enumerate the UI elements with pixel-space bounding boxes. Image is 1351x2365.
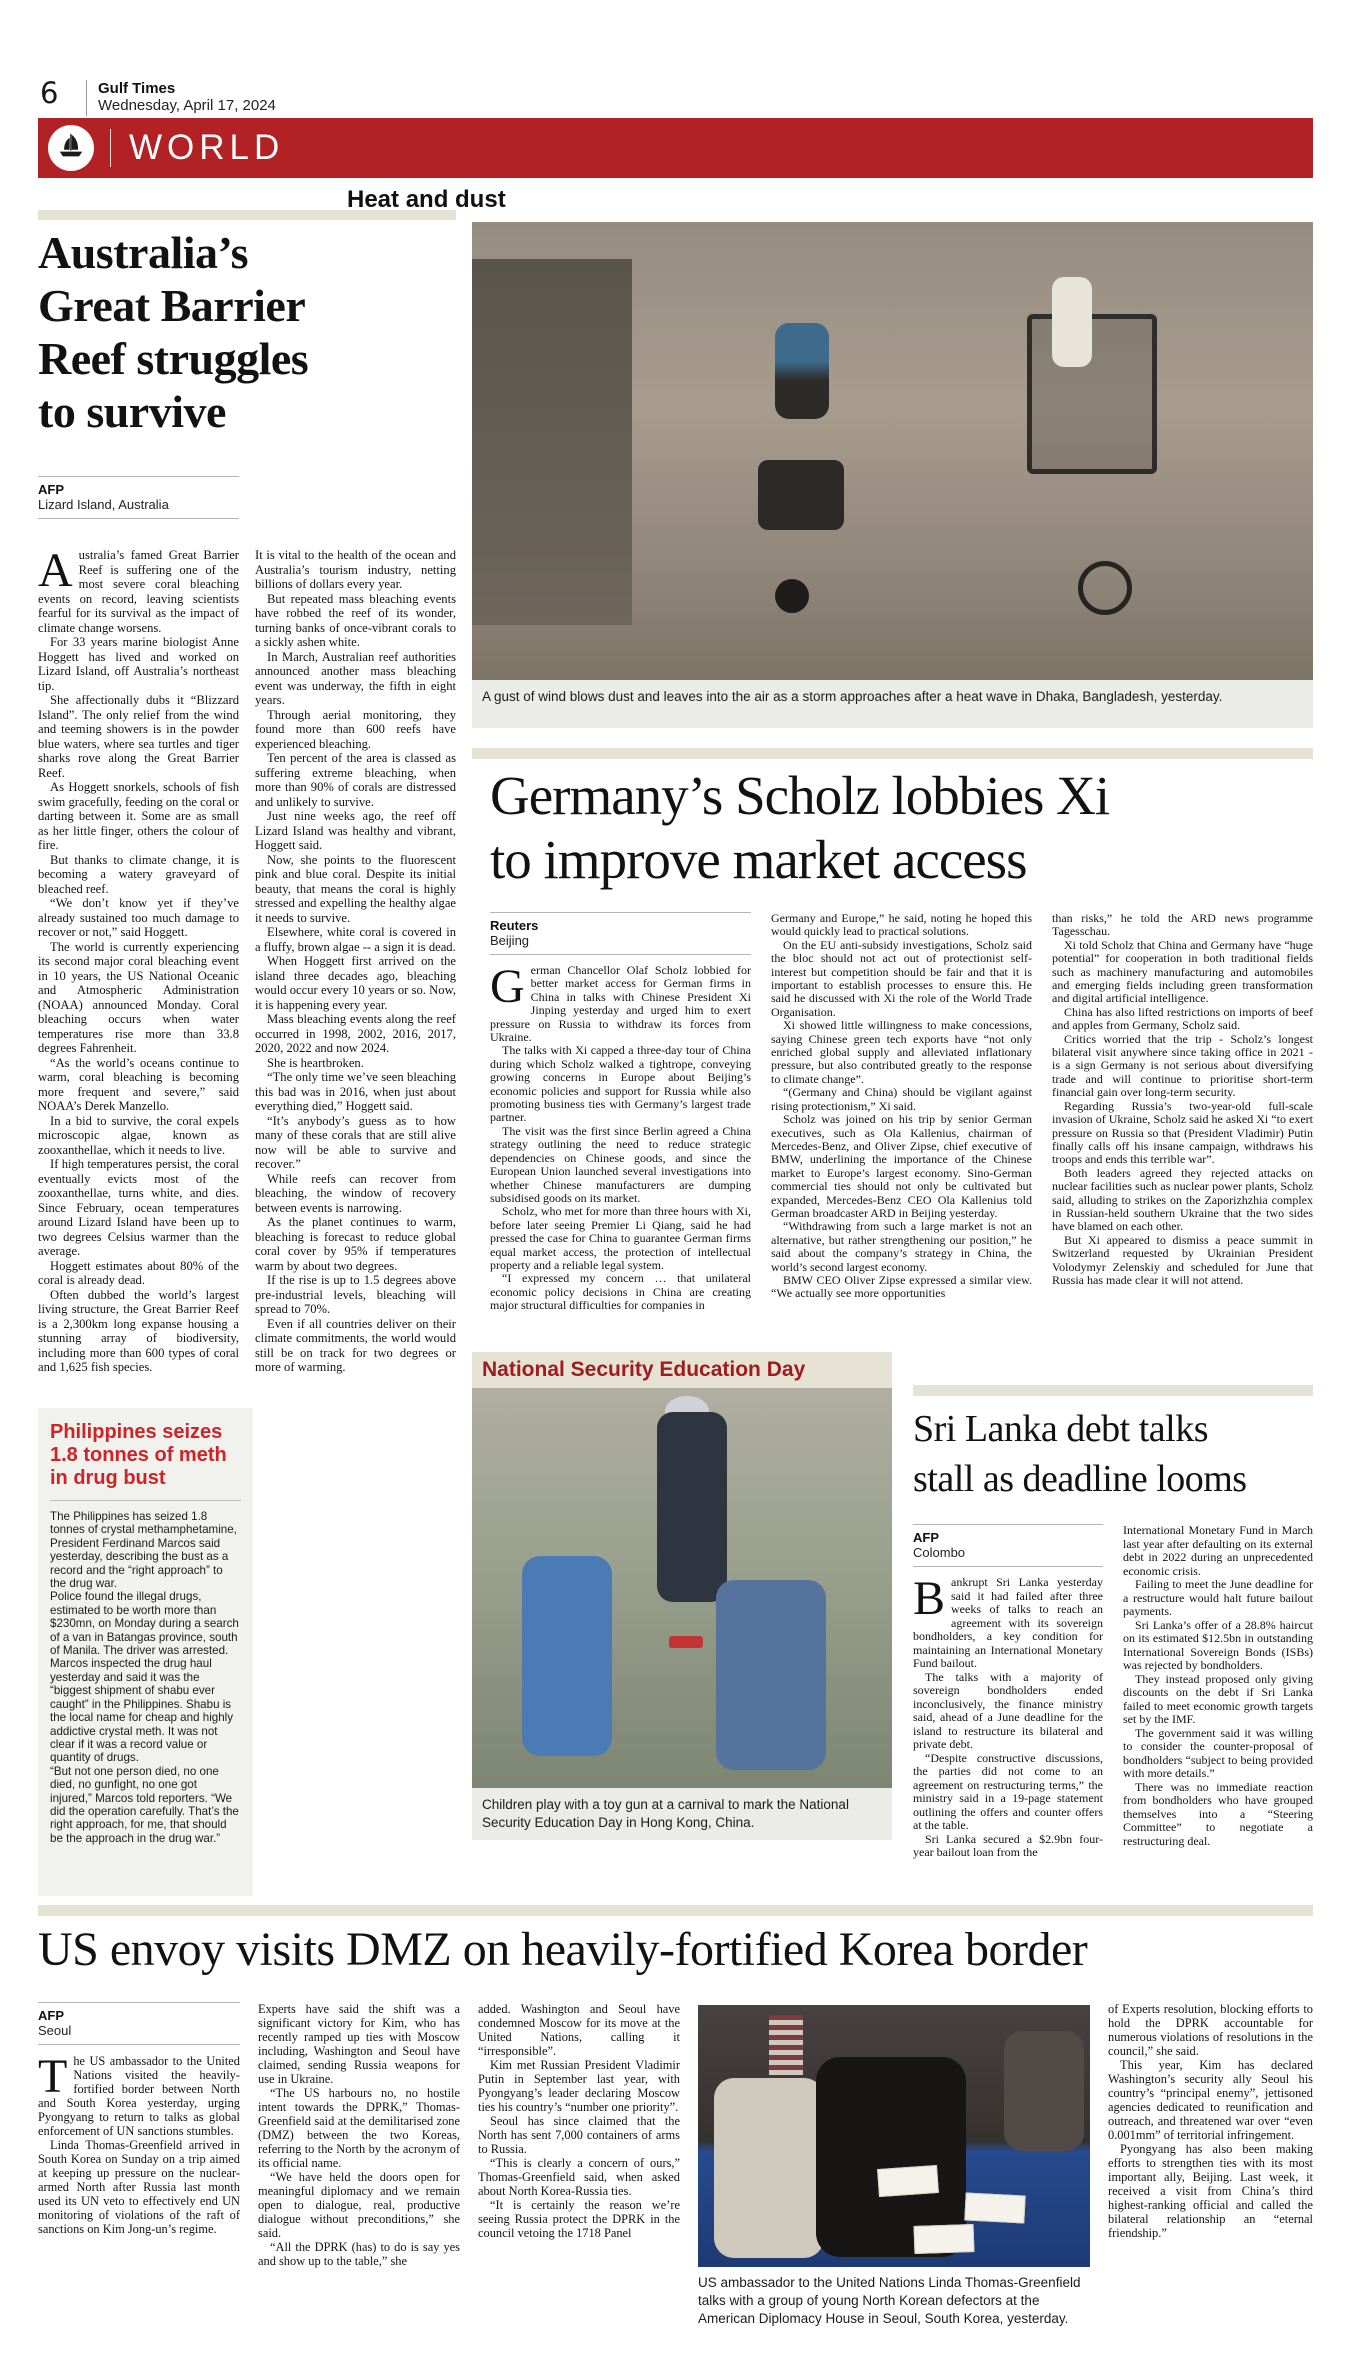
photo-wheel-shape: [775, 579, 809, 613]
sri-lanka-column-2: International Monetary Fund in March last year after defaulting on its external debt in 2022 during an unprecedented economic crisis. Failing to meet the June deadline for a restructure would halt future bailout payments. Sri Lanka’s offer of a 28.8% haircut on its estimated $12.5bn in outstanding International Sovereign Bonds (ISBs) was rejected by bondholders. They instead proposed only giving discounts on the debt if Sri Lanka failed to meet economic growth targets set by the IMF. The government said it was willing to consider the counter-proposal of bondholders “subject to being provided with more details.” There was no immediate reaction from bondholders who have grouped themselves into a “Steering Committee” to negotiate a restructuring deal.: [1123, 1524, 1313, 1848]
sri-lanka-top-bar: [913, 1385, 1313, 1396]
heat-dust-caption: A gust of wind blows dust and leaves into the air as a storm approaches after a heat wave in Dhaka, Bangladesh, yesterday.: [482, 689, 1223, 704]
heat-dust-photo: [472, 222, 1313, 680]
section-title: WORLD: [129, 128, 285, 167]
sri-lanka-byline: [913, 1524, 1103, 1567]
photo-name-card-shape: [964, 2192, 1025, 2223]
sri-lanka-body: [913, 1524, 1313, 1890]
nsed-caption: Children play with a toy gun at a carnival to mark the National Security Education Day in Hong Kong, China.: [472, 1788, 892, 1840]
us-envoy-column-4: of Experts resolution, blocking efforts to hold the DPRK accountable for numerous violations of resolutions in the council,” she said. This year, Kim has declared Washington’s security ally Seoul his country’s “principal enemy”, jettisoned agencies dedicated to reunification and outreach, and threatened war over “even 0.001mm” of territorial infringement. Pyongyang has also been making efforts to strengthen ties with its most important ally, Beijing. Last week, it received a visit from China’s third highest-ranking official and called the bilateral relationship an “eternal friendship.”: [1108, 2002, 1313, 2240]
dhow-ship-icon: [56, 131, 86, 166]
byline-location: Seoul: [38, 2023, 72, 2038]
scholz-byline: [490, 912, 751, 955]
philippines-box-rule: [50, 1500, 241, 1501]
byline-agency: AFP: [913, 1530, 939, 1545]
australia-body: [38, 548, 456, 1400]
us-envoy-photo: [698, 2005, 1090, 2267]
byline-agency: AFP: [38, 2008, 64, 2023]
heat-dust-panel: [472, 222, 1313, 728]
nsed-title-strip: [472, 1352, 892, 1388]
philippines-box-body: The Philippines has seized 1.8 tonnes of crystal methamphetamine, President Ferdinand Marcos said yesterday, describing the bust as a record and the “right approach” to the drug war. Police found the illegal drugs, estimated to be worth more than $230mn, on Monday during a search of a van in Batangas province, south of Manila. The driver was arrested. Marcos inspected the drug haul yesterday and said it was the “biggest shipment of shabu ever caught” in the Philippines. Shabu is the local name for cheap and highly addictive crystal meth. It was not clear if it was a record value or quantity of drugs. “But not one person died, no one died, no gunfight, no one got injured,” Marcos told reporters. “We did the operation carefully. That’s the right approach, for me, that should be the approach in the drug war.”: [50, 1510, 239, 1845]
photo-wall-shape: [472, 259, 632, 625]
scholz-column-2: Germany and Europe,” he said, noting he hoped this would quickly lead to practical solutions. On the EU anti-subsidy investigations, Scholz said the bloc should not act out of protectionist self-interest but competition should be fair and that it is important to establish processes to ensure this. He said he discussed with Xi the role of the World Trade Organisation. Xi showed little willingness to make concessions, saying Chinese green tech exports have “not only enriched global supply and alleviated inflationary pressure, but also contributed greatly to the response to climate change”. “(Germany and China) should be vigilant against rising protectionism,” Xi said. Scholz was joined on his trip by senior German executives, such as Ola Kallenius, chairman of Mercedes-Benz, and Oliver Zipse, chief executive of BMW, underlining the importance of the Chinese market to Europe’s largest economy. Sino-German commercial ties should not only be cultivated but expanded, Mercedes-Benz CEO Ola Kallenius told German broadcaster ARD in Beijing yesterday. “Withdrawing from such a large market is not an alternative, but rather strengthening our position,” he said about the company’s strategy in China, the world’s second largest economy. BMW CEO Oliver Zipse expressed a similar view. “We actually see more opportunities: [771, 912, 1032, 1301]
australia-byline: [38, 476, 239, 519]
nsed-title: National Security Education Day: [482, 1358, 806, 1381]
us-envoy-column-1: [38, 2002, 240, 2358]
us-envoy-column-1-text: The US ambassador to the United Nations visited the heavily-fortified border between North and South Korea yesterday, urging Pyongyang to return to talks as global enforcement of UN sanctions stumbles. Linda Thomas-Greenfield arrived in South Korea on Sunday on a trip aimed at keeping up pressure on the nuclear-armed North after Russia last month used its UN veto to effectively end UN monitoring of violations of the raft of sanctions on Kim Jong-un’s regime.: [38, 2050, 240, 2236]
byline-agency: Reuters: [490, 918, 539, 933]
photo-rickshaw-wheel-shape: [1078, 561, 1132, 615]
byline-agency: AFP: [38, 482, 64, 497]
scholz-top-bar: [472, 748, 1313, 759]
heat-dust-title: Heat and dust: [347, 186, 506, 213]
photo-name-card-shape: [913, 2224, 974, 2254]
australia-column-2: It is vital to the health of the ocean and Australia’s tourism industry, netting billions of dollars every year. But repeated mass bleaching events have robbed the reef of its wonder, turning banks of once-vibrant corals to a sickly ashen white. In March, Australian reef authorities announced another mass bleaching event was underway, the fifth in eight years. Through aerial monitoring, they found more than 600 reefs have experienced bleaching. Ten percent of the area is classed as suffering extreme bleaching, when more than 90% of corals are distressed and unlikely to survive. Just nine weeks ago, the reef off Lizard Island was healthy and vibrant, Hoggett said. Now, she points to the fluorescent pink and blue coral. Despite its initial beauty, that means the coral is highly stressed and expelling the healthy algae it needs to survive. Elsewhere, white coral is covered in a fluffy, brown algae -- a sign it is dead. When Hoggett first arrived on the island three decades ago, bleaching would occur every 10 years or so. Now, it is happening every year. Mass bleaching events along the reef occurred in 1998, 2002, 2016, 2017, 2020, 2022 and now 2024. She is heartbroken. “The only time we’ve seen bleaching this bad was in 2016, when just about everything died,” Hoggett said. “It’s anybody’s guess as to how many of these corals that are still alive now will be able to survive and recover.” While reefs can recover from bleaching, the window of recovery between events is narrowing. As the planet continues to warm, bleaching is forecast to reduce global coral cover by 95% if temperatures warm by about two degrees. If the rise is up to 1.5 degrees above pre-industrial levels, bleaching will spread to 70%. Even if all countries deliver on their climate commitments, the world would still be on track for two degrees or more of warming.: [255, 548, 456, 1374]
photo-police-officer-shape: [657, 1412, 727, 1602]
scholz-column-3: than risks,” he told the ARD news programme Tagesschau. Xi told Scholz that China and Germany have “huge potential” for cooperation in both traditional fields such as machinery manufacturing and automobiles and emerging fields including green transformation and digital artificial intelligence. China has also lifted restrictions on imports of beef and apples from Germany, Scholz said. Critics worried that the trip - Scholz’s longest bilateral visit anywhere since taking office in 2021 - is a sign Germany is not serious about diversifying trade and will continue to prioritise short-term financial gain over long-term security. Regarding Russia’s two-year-old full-scale invasion of Ukraine, Scholz said he asked Xi “to exert pressure on Russia so that (President Vladimir) Putin finally calls off his insane campaign, withdraws his troops and ends this terrible war”. Both leaders agreed they rejected attacks on nuclear facilities such as nuclear power plants, Scholz said, alluding to strikes on the Zaporizhzhia complex in Russian-held southern Ukraine that the two sides have blamed on each other. But Xi appeared to dismiss a peace summit in Switzerland requested by Ukrainian President Volodymyr Zelenskiy and scheduled for June that Russia has made clear it will not attend.: [1052, 912, 1313, 1287]
australia-headline: Australia’s Great Barrier Reef struggles to survive: [38, 227, 309, 437]
photo-child-shape: [522, 1556, 612, 1756]
byline-location: Lizard Island, Australia: [38, 497, 169, 512]
byline-location: Colombo: [913, 1545, 966, 1560]
us-envoy-column-2: Experts have said the shift was a significant victory for Kim, who has recently ramped up ties with Moscow including, Washington and Seoul have claimed, sending Russia weapons for use in Ukraine. “The US harbours no, no hostile intent towards the DPRK,” Thomas-Greenfield said at the demilitarised zone (DMZ) between the two Koreas, referring to the North by the acronym of its official name. “We have held the doors open for meaningful diplomacy and we remain open to dialogue, real, productive dialogue without preconditions,” she said. “All the DPRK (has) to do is say yes and show up to the table,” she: [258, 2002, 460, 2268]
photo-toy-gun-shape: [669, 1636, 703, 1648]
nsed-block: [472, 1352, 892, 1840]
australia-column-1: Australia’s famed Great Barrier Reef is suffering one of the most severe coral bleaching events on record, leaving scientists fearful for its survival as the impact of climate change worsens. For 33 years marine biologist Anne Hoggett has lived and worked on Lizard Island, off Australia’s northeast tip. She affectionally dubs it “Blizzard Island”. The only relief from the wind and teeming showers is in the powder blue waters, where sea turtles and tiger sharks rove along the Great Barrier Reef. As Hoggett snorkels, schools of fish swim gracefully, feeding on the coral or darting between it. Some are as small as her little finger, others the colour of fire. But thanks to climate change, it is becoming a watery graveyard of bleached reef. “We don’t know yet if they’ve already sustained too much damage to recover or not,” said Hoggett. The world is currently experiencing its second major coral bleaching event in 10 years, the US National Oceanic and Atmospheric Administration (NOAA) announced Monday. Coral bleaching occurs when water temperatures rise more than 33.8 degrees Fahrenheit. “As the world’s oceans continue to warm, coral bleaching is becoming more frequent and severe,” said NOAA’s Derek Manzello. In a bid to survive, the coral expels microscopic algae, known as zooxanthellae, which it needs to live. If high temperatures persist, the coral eventually evicts most of the zooxanthellae, turns white, and dies. Since February, ocean temperatures around Lizard Island have been up to two degrees Celsius warmer than the average. Hoggett estimates about 80% of the coral is already dead. Often dubbed the world’s largest living structure, the Great Barrier Reef is a 2,300km long expanse housing a stunning array of biodiversity, including more than 600 types of coral and 1,625 fish species.: [38, 548, 239, 1374]
philippines-box: [38, 1408, 253, 1896]
photo-rickshaw-driver-shape: [1052, 277, 1092, 367]
photo-name-card-shape: [877, 2165, 939, 2197]
us-envoy-byline: [38, 2002, 240, 2045]
philippines-box-title: Philippines seizes 1.8 tonnes of meth in drug bust: [50, 1421, 227, 1489]
sri-lanka-column-1-text: Bankrupt Sri Lanka yesterday said it had failed after three weeks of talks to reach an agreement with its sovereign bondholders, a key condition for maintaining an International Monetary Fund bailout. The talks with a majority of sovereign bondholders ended inconclusively, the finance ministry said, ahead of a June deadline for the island to restructure its bilateral and private debt. “Despite constructive discussions, the parties did not come to an agreement on restructuring terms,” the ministry said in a 19-page statement outlining the offers and counter offers at the table. Sri Lanka secured a $2.9bn four-year bailout loan from the: [913, 1572, 1103, 1859]
us-envoy-caption: US ambassador to the United Nations Linda Thomas-Greenfield talks with a group of young North Korean defectors at the American Diplomacy House in Seoul, South Korea, yesterday.: [698, 2275, 1081, 2326]
photo-ambassador-shape: [1004, 2031, 1084, 2151]
photo-motorbike-shape: [758, 460, 844, 530]
us-envoy-top-bar: [38, 1905, 1313, 1916]
nsed-photo: [472, 1388, 892, 1788]
section-banner: [38, 118, 1313, 178]
photo-us-flag-shape: [769, 2015, 803, 2075]
us-envoy-headline: US envoy visits DMZ on heavily-fortified Korea border: [38, 1923, 1088, 1976]
photo-rickshaw-shape: [1027, 314, 1157, 474]
us-envoy-photo-block: [698, 2005, 1090, 2328]
scholz-column-1: [490, 912, 751, 1348]
scholz-body: [490, 912, 1313, 1348]
sri-lanka-column-1: [913, 1524, 1103, 1890]
banner-divider: [110, 129, 111, 167]
header-divider: [86, 80, 87, 116]
publication-name: Gulf Times: [98, 80, 176, 97]
sri-lanka-headline: Sri Lanka debt talks stall as deadline looms: [913, 1408, 1247, 1500]
page-number: 6: [40, 76, 59, 110]
photo-motorcyclist-shape: [775, 323, 829, 419]
photo-child-shape: [716, 1580, 826, 1770]
photo-defector-shape: [714, 2078, 824, 2258]
scholz-headline: Germany’s Scholz lobbies Xi to improve market access: [490, 765, 1110, 890]
gulf-times-logo: [48, 125, 94, 171]
publication-date: Wednesday, April 17, 2024: [98, 97, 276, 114]
byline-location: Beijing: [490, 933, 530, 948]
scholz-column-1-text: German Chancellor Olaf Scholz lobbied for better market access for German firms in China in talks with Chinese President Xi Jinping yesterday and urged him to exert pressure on Russia to withdraw its forces from Ukraine. The talks with Xi capped a three-day tour of China during which Scholz walked a tightrope, conveying growing concerns in Europe about Beijing’s economic policies and support for Russia while also promoting business ties with Germany’s largest trade partner. The visit was the first since Berlin agreed a China strategy outlining the need to reduce strategic dependencies on Chinese goods, and since the European Union launched several investigations into whether Chinese manufacturers are dumping subsidised goods on its market. Scholz, who met for more than three hours with Xi, before later seeing Premier Li Qiang, said he had pressed the case for China to guarantee German firms equal market access, the protection of intellectual property and a reliable legal system. “I expressed my concern … that unilateral economic policy decisions in China are creating major structural difficulties for companies in: [490, 960, 751, 1313]
us-envoy-column-3: added. Washington and Seoul have condemned Moscow for its move at the United Nations, calling it “irresponsible”. Kim met Russian President Vladimir Putin in September last year, with Pyongyang’s leader declaring Moscow ties his country’s “number one priority”. Seoul has since claimed that the North has sent 7,000 containers of arms to Russia. “This is clearly a concern of ours,” Thomas-Greenfield said, when asked about North Korea-Russia ties. “It is certainly the reason we’re seeing Russia protect the DPRK in the council vetoing the 1718 Panel: [478, 2002, 680, 2240]
